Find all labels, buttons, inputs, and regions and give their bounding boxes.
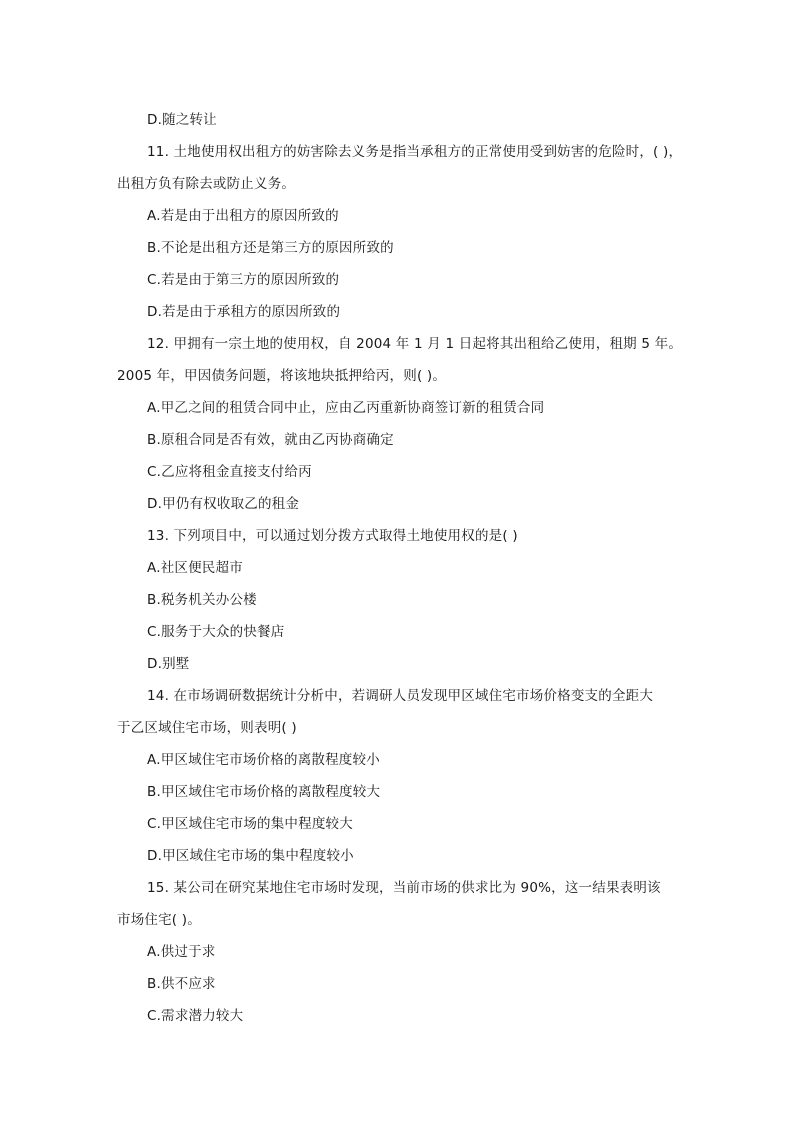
option-line: D.甲仍有权收取乙的租金 xyxy=(147,496,300,512)
option-line: D.甲区域住宅市场的集中程度较小 xyxy=(147,848,354,864)
option-line: A.若是由于出租方的原因所致的 xyxy=(147,208,339,224)
option-line: C.若是由于第三方的原因所致的 xyxy=(147,272,340,288)
option-line: D.若是由于承租方的原因所致的 xyxy=(147,304,341,320)
option-line: B.原租合同是否有效，就由乙丙协商确定 xyxy=(147,432,394,448)
option-line: B.不论是出租方还是第三方的原因所致的 xyxy=(147,240,394,256)
option-line: B.税务机关办公楼 xyxy=(147,592,257,608)
question-line: 15. 某公司在研究某地住宅市场时发现，当前市场的供求比为 90%，这一结果表明该 xyxy=(147,880,661,896)
question-continuation: 于乙区域住宅市场，则表明( ) xyxy=(117,720,297,736)
question-continuation: 2005 年，甲因债务问题，将该地块抵押给丙，则( )。 xyxy=(117,368,447,384)
question-line: 11. 土地使用权出租方的妨害除去义务是指当承租方的正常使用受到妨害的危险时，( )， xyxy=(147,144,683,160)
question-continuation: 市场住宅( )。 xyxy=(117,912,201,928)
question-continuation: 出租方负有除去或防止义务。 xyxy=(117,176,296,192)
question-line: 14. 在市场调研数据统计分析中，若调研人员发现甲区域住宅市场价格变支的全距大 xyxy=(147,688,654,704)
option-line: B.供不应求 xyxy=(147,976,216,992)
option-line: B.甲区域住宅市场价格的离散程度较大 xyxy=(147,784,381,800)
question-line: 12. 甲拥有一宗土地的使用权，自 2004 年 1 月 1 日起将其出租给乙使用，租期 5 年。 xyxy=(147,336,683,352)
option-line: A.社区便民超市 xyxy=(147,560,243,576)
option-line: C.需求潜力较大 xyxy=(147,1008,244,1024)
option-line: C.服务于大众的快餐店 xyxy=(147,624,285,640)
option-line: D.别墅 xyxy=(147,656,190,672)
option-line: A.供过于求 xyxy=(147,944,216,960)
option-line: C.甲区域住宅市场的集中程度较大 xyxy=(147,816,353,832)
option-line: D.随之转让 xyxy=(147,112,217,128)
option-line: A.甲区域住宅市场价格的离散程度较小 xyxy=(147,752,380,768)
option-line: A.甲乙之间的租赁合同中止，应由乙丙重新协商签订新的租赁合同 xyxy=(147,400,545,416)
option-line: C.乙应将租金直接支付给丙 xyxy=(147,464,312,480)
question-line: 13. 下列项目中，可以通过划分拨方式取得土地使用权的是( ) xyxy=(147,528,518,544)
